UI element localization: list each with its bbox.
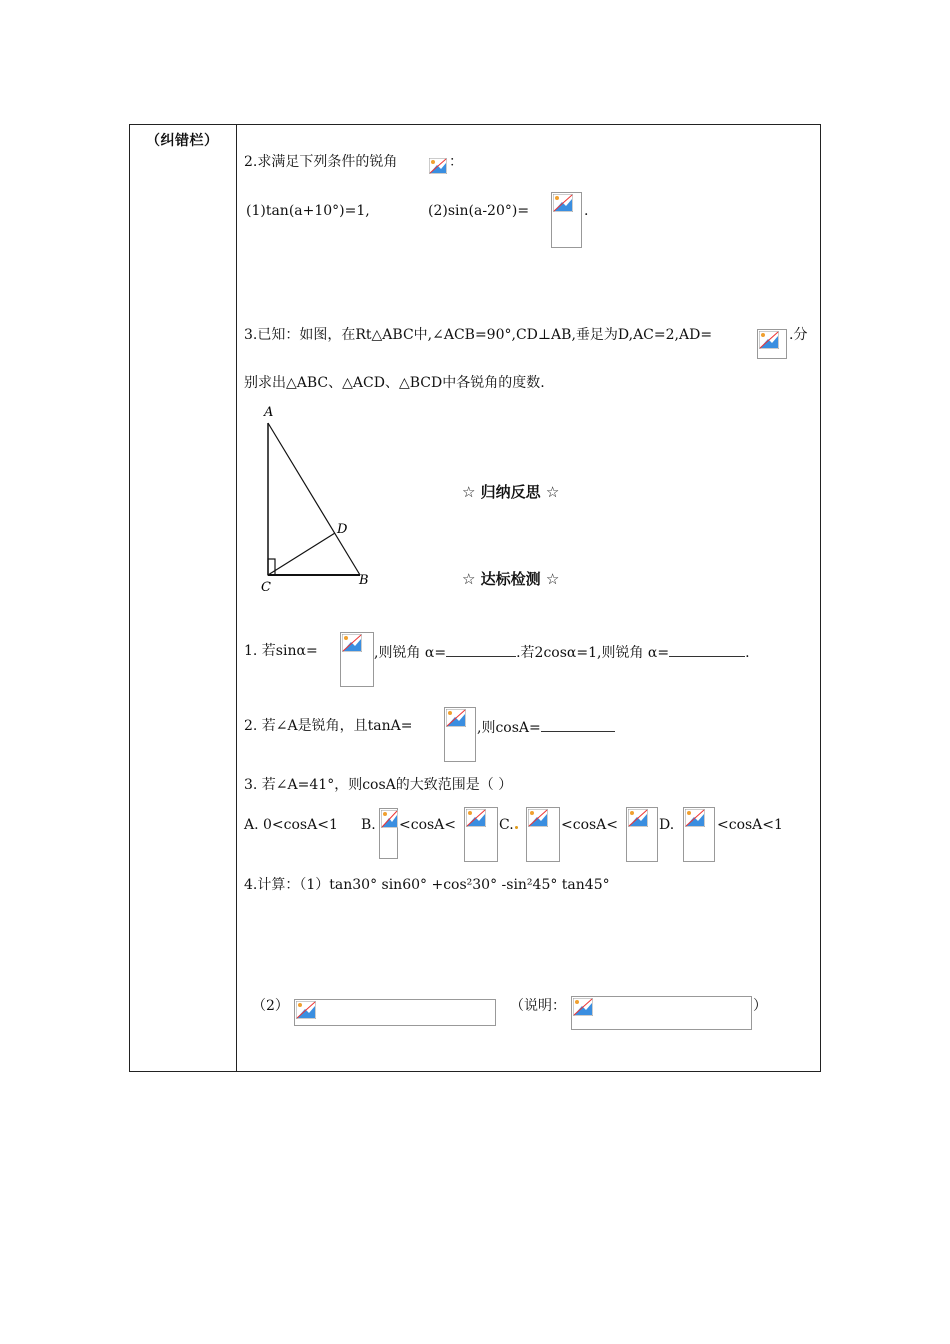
- t3-option-b-label: B.: [361, 817, 376, 833]
- t3-question: 3. 若∠A=41°，则cosA的大致范围是（ ）: [244, 777, 513, 793]
- image-placeholder-icon: [294, 999, 496, 1026]
- t4-part2: （2）: [252, 998, 289, 1014]
- t1-pre: 1. 若sinα=: [244, 643, 318, 659]
- t2-pre: 2. 若∠A是锐角，且tanA=: [244, 718, 413, 734]
- column-divider: [236, 125, 237, 1071]
- q3-line1: 3.已知：如图，在Rt△ABC中,∠ACB=90°,CD⊥AB,垂足为D,AC=2,AD=: [244, 327, 713, 343]
- t1-mid1: ,则锐角 α=: [374, 645, 447, 661]
- image-placeholder-icon: [683, 807, 715, 862]
- image-placeholder-icon: [379, 808, 398, 859]
- correction-column-label: （纠错栏）: [146, 133, 219, 149]
- image-placeholder-icon: [757, 329, 787, 359]
- label-B: B: [359, 573, 369, 588]
- label-C: C: [261, 580, 271, 595]
- q2-part1: (1)tan(a+10°)=1,: [246, 203, 370, 219]
- t3-option-d-text: <cosA<1: [717, 817, 783, 833]
- t1-blank-2[interactable]: [669, 642, 745, 657]
- q2-prompt-text: 2.求满足下列条件的锐角: [244, 154, 398, 170]
- q2-prompt: [244, 153, 397, 171]
- label-A: A: [264, 405, 274, 420]
- t2-rest: [477, 717, 615, 737]
- image-placeholder-icon: [464, 807, 498, 862]
- t1-end: .: [745, 645, 750, 661]
- q2-part2-end: .: [584, 203, 589, 219]
- t2-blank[interactable]: [541, 717, 615, 732]
- image-placeholder-icon: [526, 807, 560, 862]
- t1-mid2: .若2cosα=1,则锐角 α=: [516, 645, 670, 661]
- t4-note-end: ）: [753, 998, 767, 1014]
- image-placeholder-icon: [626, 807, 658, 862]
- image-placeholder-icon: [340, 632, 374, 687]
- image-placeholder-icon: [551, 192, 582, 248]
- segment-CD: [268, 533, 335, 575]
- t3-option-c-range: <cosA<: [561, 817, 619, 833]
- t1-blank-1[interactable]: [446, 642, 516, 657]
- t3-option-b-text: <cosA<: [399, 817, 457, 833]
- side-AB: [268, 423, 360, 575]
- image-placeholder-icon: [444, 707, 476, 762]
- t2-mid: ,则cosA=: [477, 720, 541, 736]
- t4-line: 4.计算：（1）tan30° sin60° +cos²30° -sin²45° tan45°: [244, 877, 610, 893]
- triangle-figure: [255, 400, 380, 595]
- t3-option-c-text: C.: [499, 817, 514, 833]
- marker-dot: [515, 826, 518, 829]
- image-placeholder-icon: [571, 996, 752, 1030]
- t3-option-c-label: [499, 816, 519, 834]
- t3-option-d-label: D.: [659, 817, 675, 833]
- q3-line2: 别求出△ABC、△ACD、△BCD中各锐角的度数.: [244, 375, 545, 391]
- q2-part2: (2)sin(a-20°)=: [428, 203, 530, 219]
- heading-test: ☆ 达标检测 ☆: [462, 570, 560, 588]
- q3-line1-end: .分: [789, 327, 808, 343]
- t1-rest: [374, 642, 750, 662]
- t4-note-pre: （说明：: [510, 998, 566, 1014]
- worksheet-table: [129, 124, 821, 1072]
- image-placeholder-icon: [428, 157, 448, 175]
- t3-option-a: A. 0<cosA<1: [244, 817, 338, 833]
- label-D: D: [337, 522, 348, 537]
- q2-prompt-colon: ：: [449, 154, 463, 170]
- heading-reflect: ☆ 归纳反思 ☆: [462, 483, 560, 501]
